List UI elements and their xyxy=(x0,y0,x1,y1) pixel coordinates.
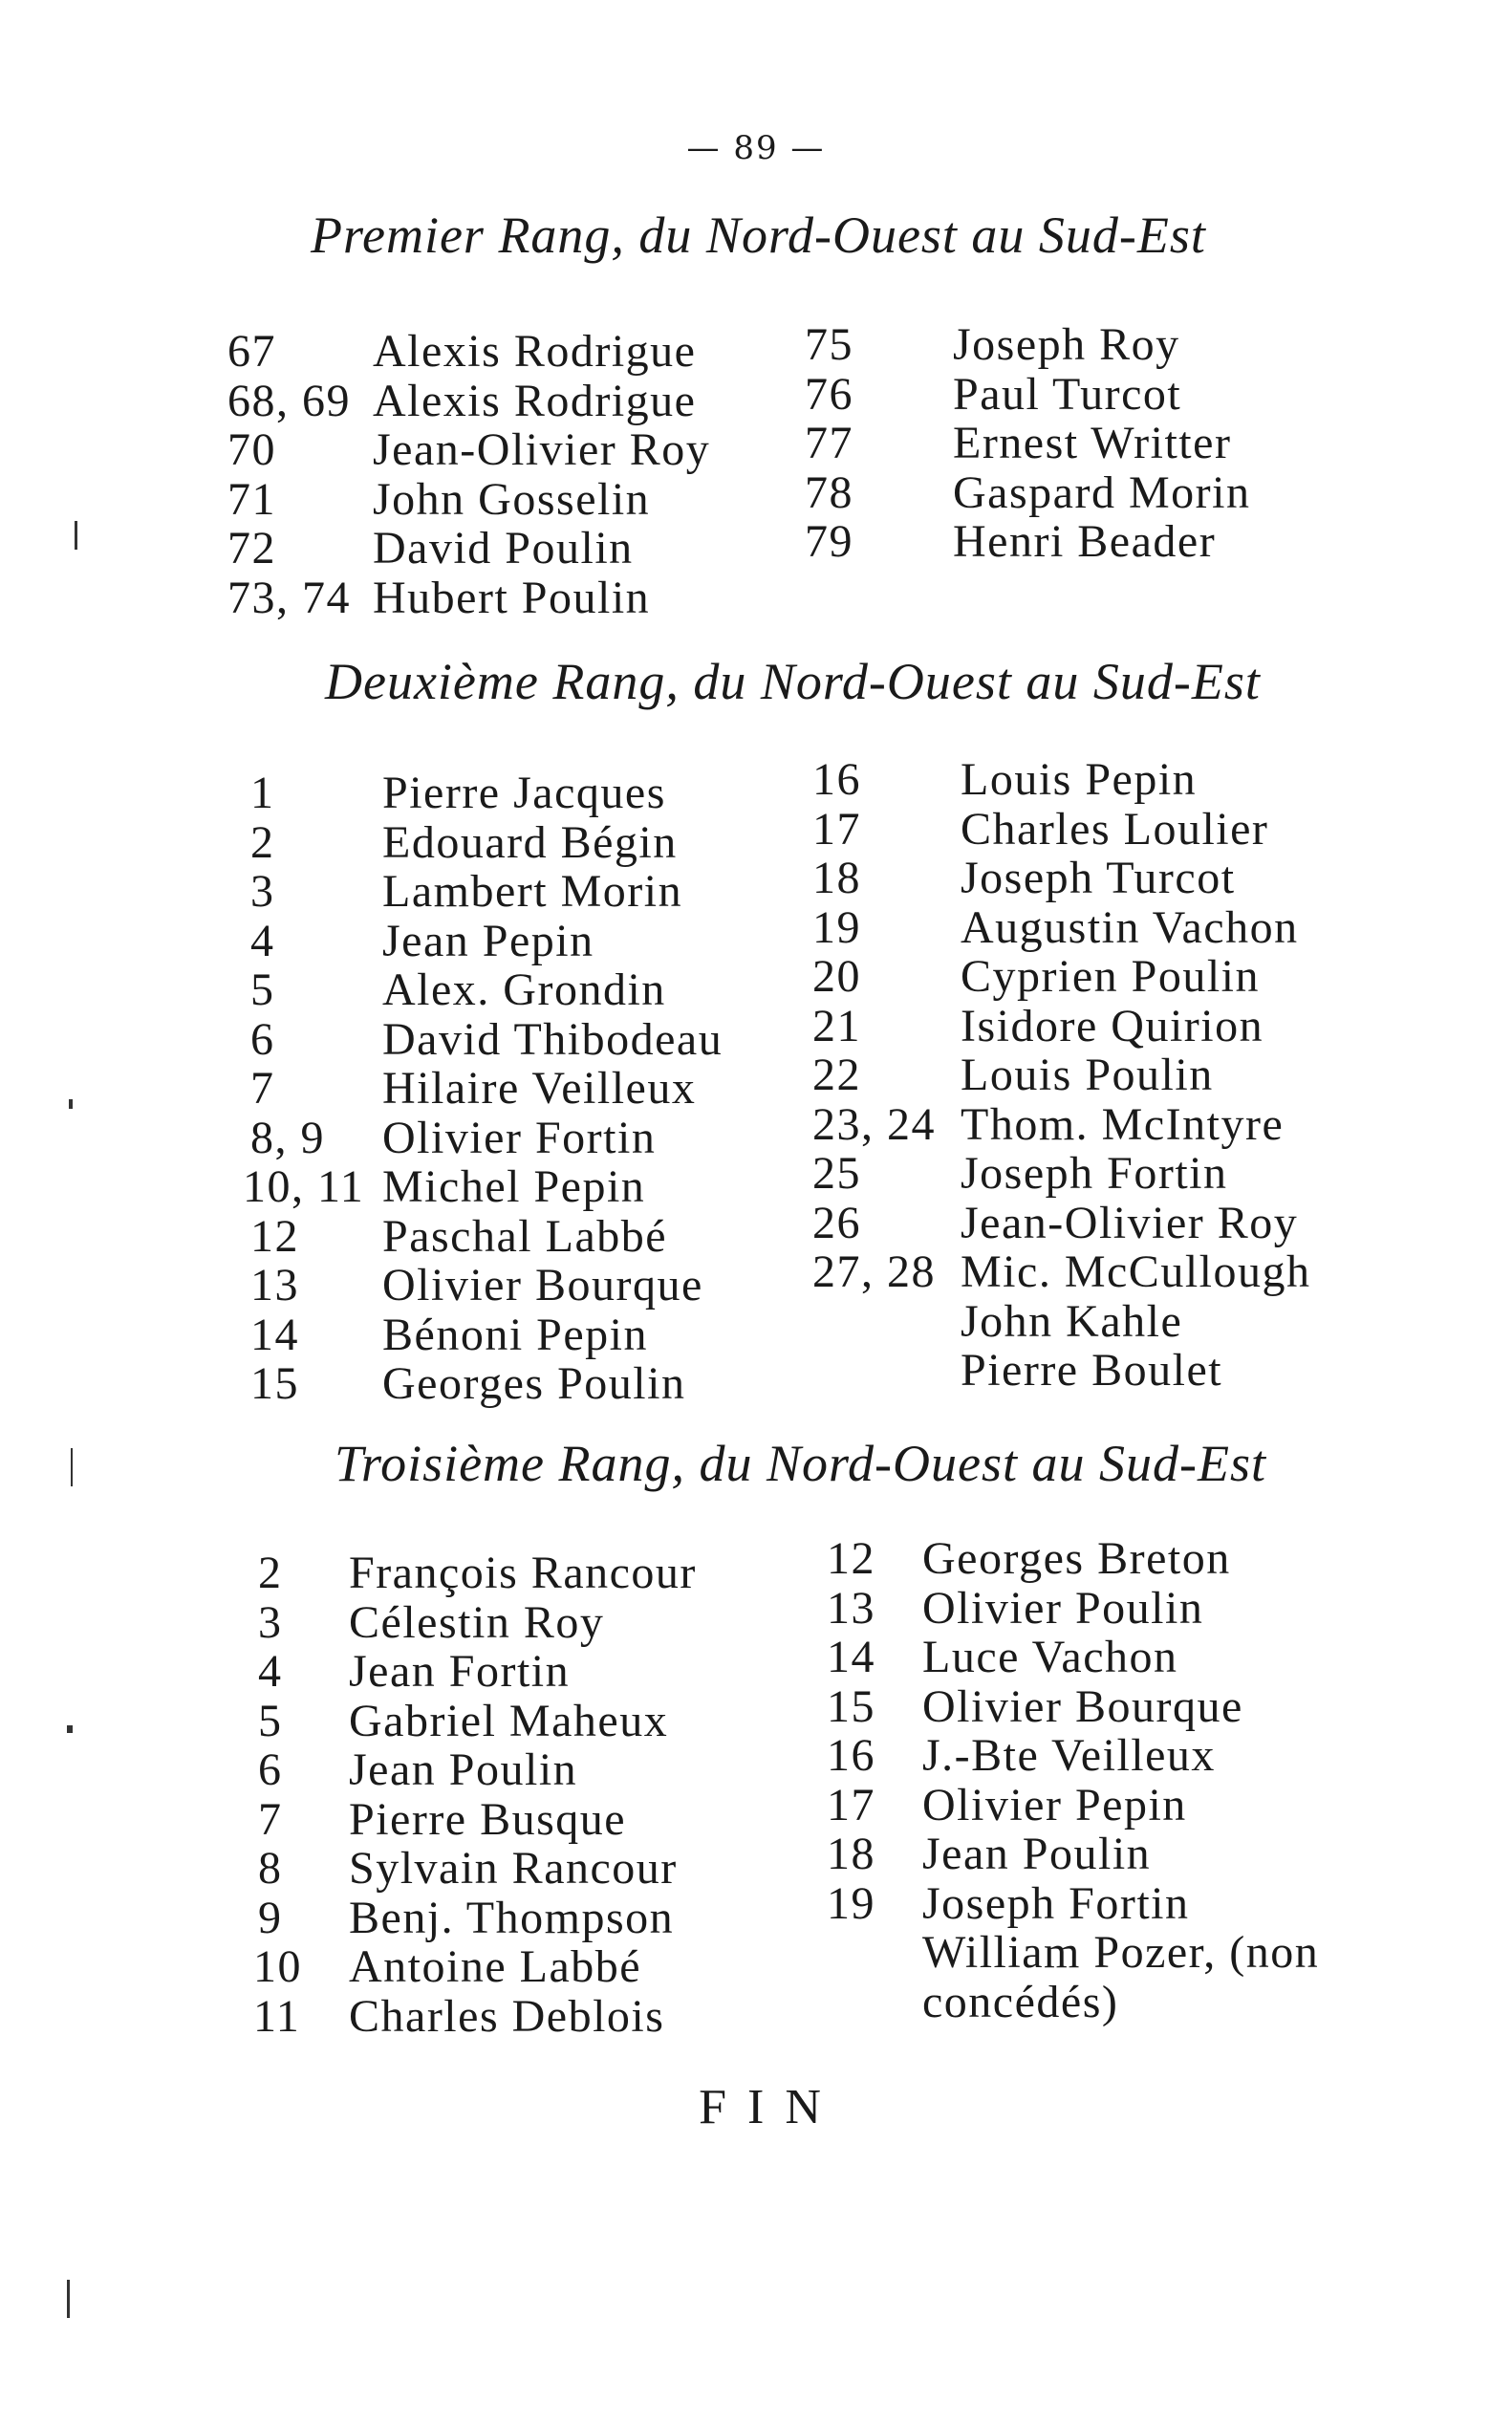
owner-name: Benj. Thompson xyxy=(349,1892,675,1943)
owner-name: Alexis Rodrigue xyxy=(373,326,697,377)
owner-name: Jean-Olivier Roy xyxy=(373,424,711,475)
owner-name: Thom. McIntyre xyxy=(961,1098,1285,1150)
owner-name: Charles Deblois xyxy=(349,1990,665,2042)
owner-name: Michel Pepin xyxy=(382,1161,646,1212)
owner-name: John Kahle xyxy=(961,1295,1183,1347)
owner-name: Henri Beader xyxy=(953,516,1217,567)
lot-number: 14 xyxy=(827,1632,875,1682)
owner-name: Charles Loulier xyxy=(961,803,1269,855)
scan-mark xyxy=(67,1725,73,1733)
lot-number: 18 xyxy=(827,1829,875,1879)
owner-name: David Thibodeau xyxy=(382,1013,724,1065)
owner-name: Jean Poulin xyxy=(922,1829,1152,1879)
lot-number: 17 xyxy=(812,803,861,855)
lot-number: 12 xyxy=(827,1533,875,1584)
lot-number: 10, 11 xyxy=(243,1161,365,1212)
owner-name: concédés) xyxy=(922,1976,1119,2027)
lot-number: 23, 24 xyxy=(812,1098,936,1150)
lot-number: 3 xyxy=(250,866,275,917)
scan-mark xyxy=(69,1099,73,1109)
page-number: — 89 — xyxy=(686,129,826,167)
lot-number: 71 xyxy=(227,473,276,525)
owner-name: Antoine Labbé xyxy=(349,1941,642,1992)
lot-number: 3 xyxy=(258,1596,283,1648)
owner-name: Joseph Turcot xyxy=(961,853,1236,903)
owner-name: Olivier Bourque xyxy=(922,1680,1243,1732)
lot-number: 2 xyxy=(250,816,275,868)
scan-mark xyxy=(67,2280,70,2318)
section-title: Deuxième Rang, du Nord-Ouest au Sud-Est xyxy=(325,653,1261,710)
lot-number: 26 xyxy=(812,1197,861,1248)
lot-number: 78 xyxy=(805,466,853,518)
lot-number: 19 xyxy=(827,1877,875,1929)
lot-number: 14 xyxy=(250,1309,299,1360)
lot-number: 13 xyxy=(250,1260,299,1310)
owner-name: Hilaire Veilleux xyxy=(382,1063,697,1114)
owner-name: Georges Poulin xyxy=(382,1358,686,1409)
lot-number: 15 xyxy=(250,1358,299,1409)
section-title: Premier Rang, du Nord-Ouest au Sud-Est xyxy=(311,206,1206,264)
lot-number: 77 xyxy=(805,418,853,468)
owner-name: Gaspard Morin xyxy=(953,466,1251,518)
lot-number: 76 xyxy=(805,368,853,420)
owner-name: Georges Breton xyxy=(922,1533,1231,1584)
owner-name: Olivier Fortin xyxy=(382,1112,657,1163)
lot-number: 4 xyxy=(250,915,275,966)
lot-number: 8 xyxy=(258,1843,283,1894)
owner-name: Ernest Writter xyxy=(953,418,1232,468)
owner-name: Jean Pepin xyxy=(382,915,594,966)
owner-name: Alex. Grondin xyxy=(382,964,666,1015)
owner-name: Bénoni Pepin xyxy=(382,1309,648,1360)
lot-number: 22 xyxy=(812,1050,861,1100)
owner-name: Paul Turcot xyxy=(953,368,1182,420)
owner-name: Joseph Roy xyxy=(953,319,1180,370)
lot-number: 7 xyxy=(250,1063,275,1114)
owner-name: Edouard Bégin xyxy=(382,816,678,868)
owner-name: Joseph Fortin xyxy=(961,1148,1228,1199)
owner-name: Jean Fortin xyxy=(349,1646,571,1697)
lot-number: 70 xyxy=(227,424,276,475)
owner-name: Augustin Vachon xyxy=(961,901,1299,953)
owner-name: Jean Poulin xyxy=(349,1744,578,1795)
owner-name: Louis Pepin xyxy=(961,754,1198,805)
section-title: Troisième Rang, du Nord-Ouest au Sud-Est xyxy=(335,1435,1266,1492)
lot-number: 25 xyxy=(812,1148,861,1199)
lot-number: 16 xyxy=(812,754,861,805)
lot-number: 19 xyxy=(812,901,861,953)
owner-name: Célestin Roy xyxy=(349,1596,605,1648)
lot-number: 75 xyxy=(805,319,853,370)
lot-number: 6 xyxy=(258,1744,283,1795)
owner-name: Olivier Bourque xyxy=(382,1260,703,1310)
lot-number: 68, 69 xyxy=(227,375,351,426)
owner-name: David Poulin xyxy=(373,523,634,574)
lot-number: 67 xyxy=(227,326,276,377)
owner-name: J.-Bte Veilleux xyxy=(922,1730,1216,1781)
lot-number: 13 xyxy=(827,1582,875,1634)
owner-name: Mic. McCullough xyxy=(961,1246,1311,1297)
scan-mark xyxy=(75,521,77,550)
lot-number: 5 xyxy=(258,1695,283,1746)
lot-number: 73, 74 xyxy=(227,572,351,623)
lot-number: 9 xyxy=(258,1892,283,1943)
lot-number: 4 xyxy=(258,1646,283,1697)
lot-number: 20 xyxy=(812,951,861,1002)
lot-number: 7 xyxy=(258,1793,283,1845)
owner-name: Sylvain Rancour xyxy=(349,1843,678,1894)
owner-name: Joseph Fortin xyxy=(922,1877,1190,1929)
lot-number: 6 xyxy=(250,1013,275,1065)
owner-name: Olivier Pepin xyxy=(922,1779,1187,1830)
footer-fin: FIN xyxy=(699,2080,842,2134)
owner-name: John Gosselin xyxy=(373,473,651,525)
owner-name: François Rancour xyxy=(349,1548,697,1598)
lot-number: 11 xyxy=(253,1990,301,2042)
owner-name: Gabriel Maheux xyxy=(349,1695,669,1746)
owner-name: Jean-Olivier Roy xyxy=(961,1197,1299,1248)
lot-number: 2 xyxy=(258,1548,283,1598)
lot-number: 1 xyxy=(250,768,275,818)
owner-name: Louis Poulin xyxy=(961,1050,1214,1100)
owner-name: Lambert Morin xyxy=(382,866,683,917)
lot-number: 8, 9 xyxy=(250,1112,325,1163)
lot-number: 21 xyxy=(812,1000,861,1051)
owner-name: Alexis Rodrigue xyxy=(373,375,697,426)
scan-mark xyxy=(71,1448,73,1486)
lot-number: 72 xyxy=(227,523,276,574)
lot-number: 18 xyxy=(812,853,861,903)
owner-name: Pierre Jacques xyxy=(382,768,666,818)
lot-number: 17 xyxy=(827,1779,875,1830)
lot-number: 16 xyxy=(827,1730,875,1781)
owner-name: William Pozer, (non xyxy=(922,1927,1320,1978)
owner-name: Luce Vachon xyxy=(922,1632,1178,1682)
owner-name: Paschal Labbé xyxy=(382,1210,668,1262)
lot-number: 79 xyxy=(805,516,853,567)
lot-number: 10 xyxy=(253,1941,302,1992)
owner-name: Olivier Poulin xyxy=(922,1582,1204,1634)
lot-number: 5 xyxy=(250,964,275,1015)
lot-number: 12 xyxy=(250,1210,299,1262)
owner-name: Cyprien Poulin xyxy=(961,951,1261,1002)
owner-name: Pierre Boulet xyxy=(961,1345,1223,1396)
lot-number: 27, 28 xyxy=(812,1246,936,1297)
owner-name: Pierre Busque xyxy=(349,1793,627,1845)
owner-name: Hubert Poulin xyxy=(373,572,651,623)
owner-name: Isidore Quirion xyxy=(961,1000,1264,1051)
lot-number: 15 xyxy=(827,1680,875,1732)
